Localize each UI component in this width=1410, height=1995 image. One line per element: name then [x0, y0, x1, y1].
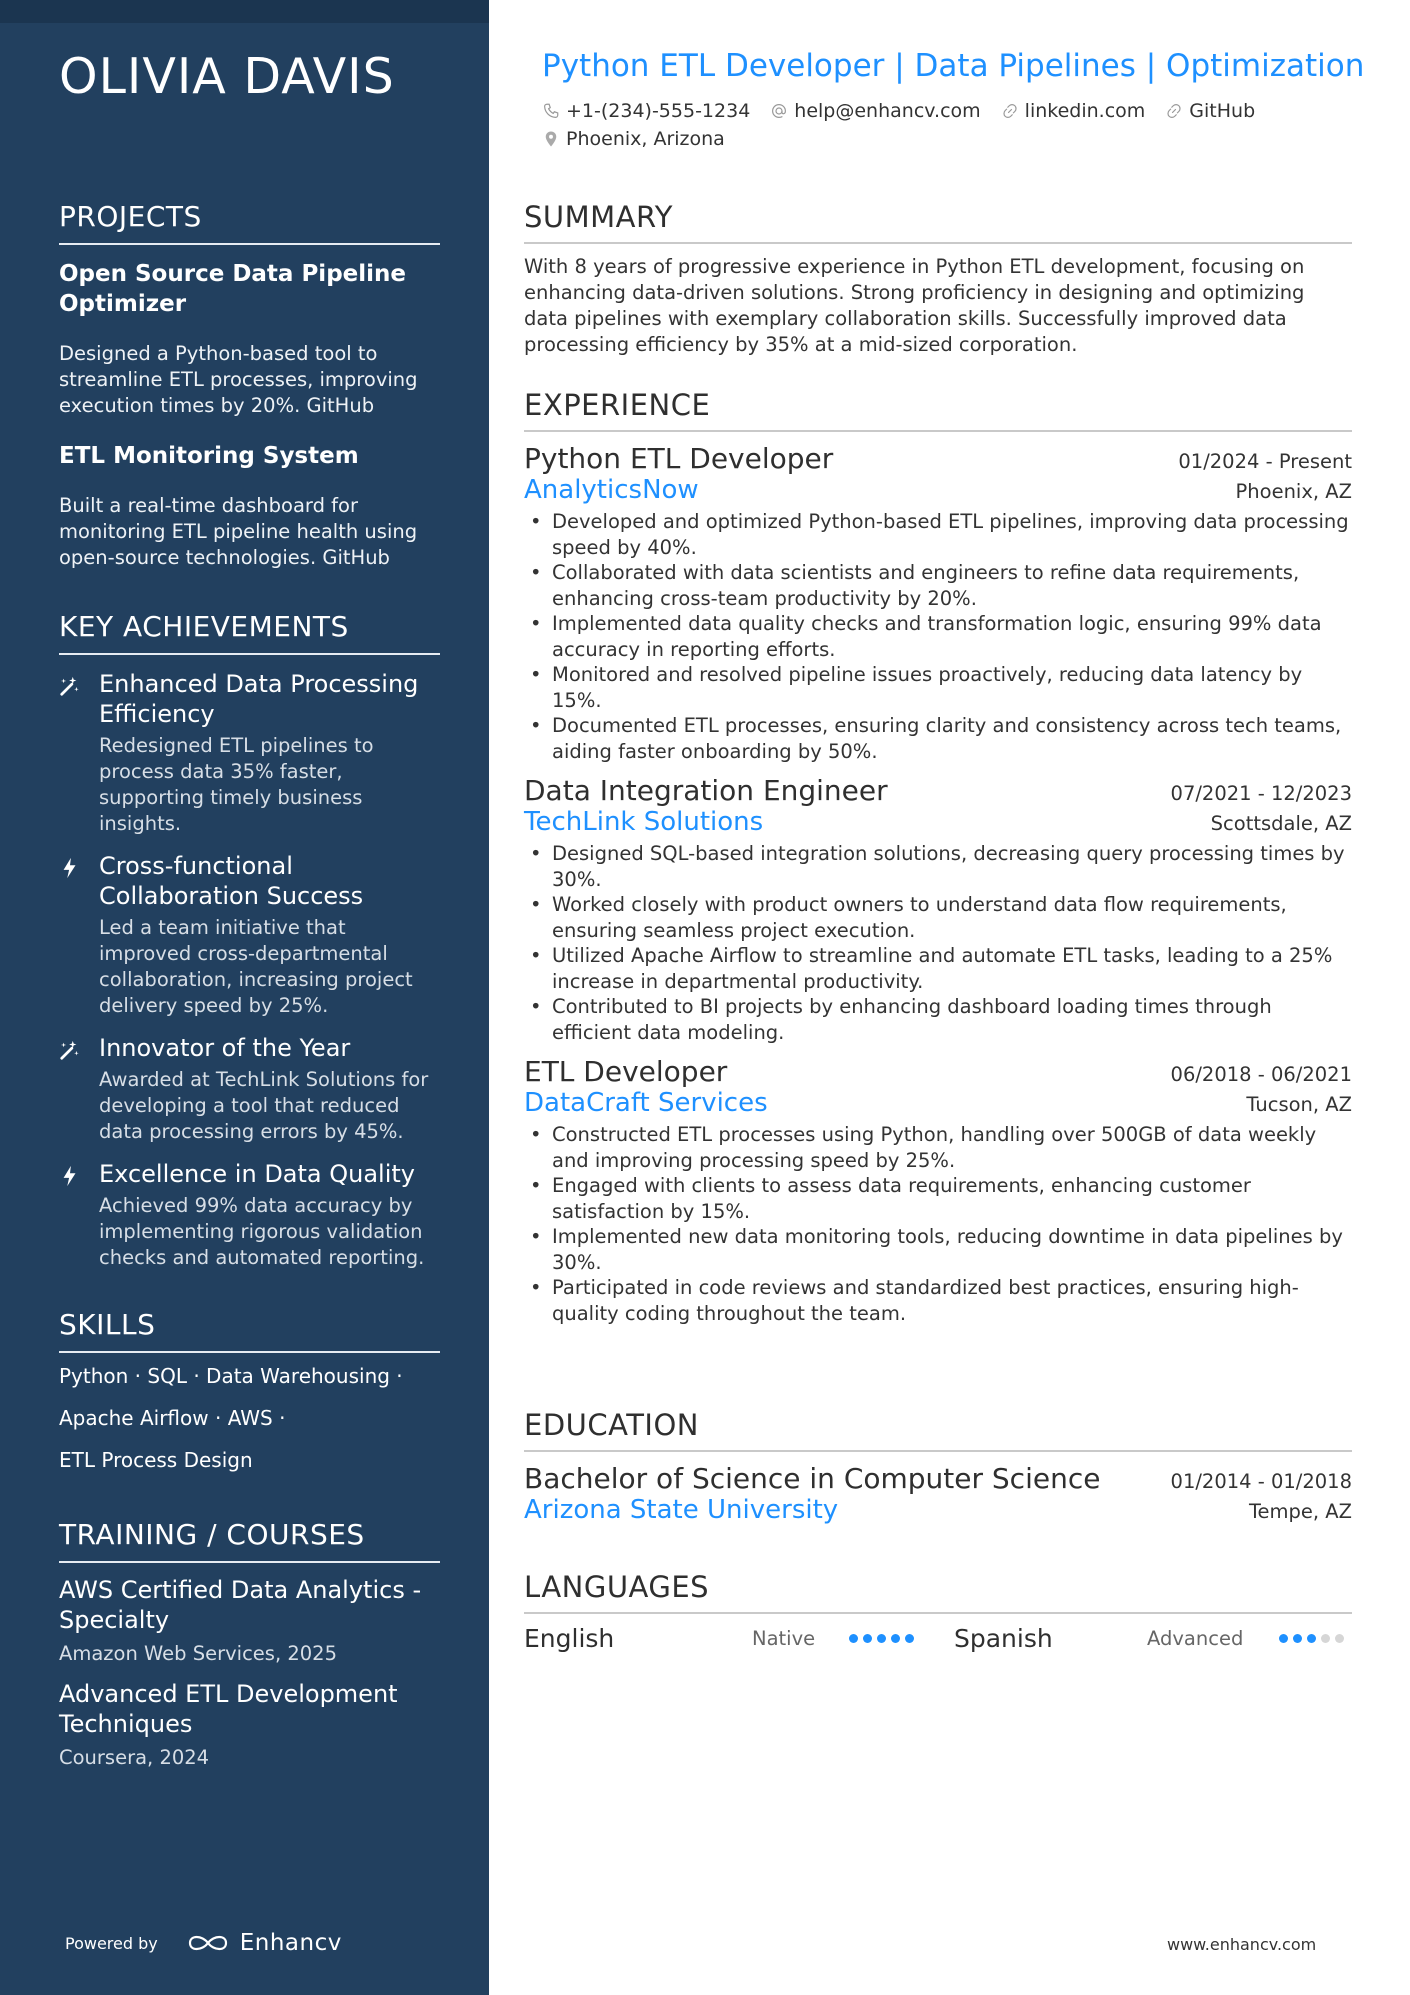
language-rating — [1279, 1634, 1344, 1643]
achievement-description: Led a team initiative that improved cross-departmental collaboration, increasing project delivery speed by 25%. — [99, 916, 413, 1017]
job-bullet: • Utilized Apache Airflow to streamline and automate ETL tasks, leading to a 25% increase in departmental productivity. — [524, 943, 1352, 994]
summary-section — [524, 200, 1352, 358]
lightning-bolt-icon — [59, 851, 99, 1019]
languages-title: LANGUAGES — [524, 1570, 1352, 1614]
link-icon — [1165, 102, 1183, 120]
rating-dot-empty — [1321, 1634, 1330, 1643]
project-item — [59, 441, 440, 571]
education-section — [524, 1408, 1352, 1525]
languages-section — [524, 1570, 1352, 1653]
contact-email[interactable] — [770, 100, 980, 122]
rating-dot-filled — [1293, 1634, 1302, 1643]
language-item — [524, 1624, 954, 1653]
contact-phone[interactable] — [542, 100, 750, 122]
language-item — [954, 1624, 1352, 1653]
magic-wand-icon — [59, 669, 99, 837]
skills-line: Python · SQL · Data Warehousing · — [59, 1364, 403, 1388]
projects-title: PROJECTS — [59, 200, 440, 245]
job-bullets — [524, 841, 1352, 1045]
job-company: TechLink Solutions — [524, 807, 764, 837]
rating-dot-filled — [849, 1634, 858, 1643]
job-title: ETL Developer — [524, 1055, 728, 1088]
powered-by — [65, 1930, 342, 1956]
training-section — [59, 1518, 440, 1771]
achievements-section — [59, 610, 440, 1271]
languages-row — [524, 1624, 1352, 1653]
achievement-description: Achieved 99% data accuracy by implementing rigorous validation checks and automated reporting. — [99, 1194, 425, 1269]
rating-dot-filled — [905, 1634, 914, 1643]
job-bullet: • Implemented data quality checks and transformation logic, ensuring 99% data accuracy in reporting efforts. — [524, 611, 1352, 662]
language-name: English — [524, 1624, 615, 1653]
experience-title: EXPERIENCE — [524, 388, 1352, 432]
skills-line: Apache Airflow · AWS · — [59, 1406, 286, 1430]
achievement-item — [59, 669, 440, 837]
job-entry — [524, 774, 1352, 1045]
education-school: Arizona State University — [524, 1495, 839, 1525]
achievements-title: KEY ACHIEVEMENTS — [59, 610, 440, 655]
achievement-title: Innovator of the Year — [99, 1034, 351, 1062]
sidebar-top-bar — [0, 0, 489, 23]
contact-list — [542, 100, 1342, 150]
rating-dot-filled — [891, 1634, 900, 1643]
job-bullet: • Participated in code reviews and standardized best practices, ensuring high-quality coding throughout the team. — [524, 1275, 1352, 1326]
job-bullet: • Engaged with clients to assess data requirements, enhancing customer satisfaction by 15%. — [524, 1173, 1352, 1224]
job-bullets — [524, 1122, 1352, 1326]
project-description: Built a real-time dashboard for monitoring ETL pipeline health using open-source technologies. GitHub — [59, 494, 418, 569]
project-title: ETL Monitoring System — [59, 443, 359, 469]
job-date: 06/2018 - 06/2021 — [1170, 1063, 1352, 1086]
language-rating — [849, 1634, 914, 1643]
job-bullet: • Constructed ETL processes using Python, handling over 500GB of data weekly and improving processing speed by 25%. — [524, 1122, 1352, 1173]
achievement-description: Awarded at TechLink Solutions for developing a tool that reduced data processing errors by 45%. — [99, 1068, 429, 1143]
achievement-description: Redesigned ETL pipelines to process data 35% faster, supporting timely business insights. — [99, 734, 374, 835]
course-provider: Coursera, 2024 — [59, 1746, 210, 1769]
job-company: AnalyticsNow — [524, 475, 699, 505]
projects-section — [59, 200, 440, 571]
achievement-title: Cross-functional Collaboration Success — [99, 852, 364, 910]
at-icon — [770, 102, 788, 120]
headline: Python ETL Developer | Data Pipelines | Optimization — [542, 48, 1365, 84]
magic-wand-icon — [59, 1033, 99, 1145]
course-item — [59, 1679, 440, 1771]
education-location: Tempe, AZ — [1248, 1500, 1352, 1523]
education-title: EDUCATION — [524, 1408, 1352, 1452]
achievement-item — [59, 1159, 440, 1271]
powered-by-label: Powered by — [65, 1933, 158, 1953]
contact-github-text: GitHub — [1189, 100, 1256, 122]
link-icon — [1001, 102, 1019, 120]
contact-github[interactable] — [1165, 100, 1255, 122]
location-pin-icon — [542, 130, 560, 148]
achievement-item — [59, 1033, 440, 1145]
job-bullet: • Contributed to BI projects by enhancing dashboard loading times through efficient data modeling. — [524, 994, 1352, 1045]
education-entry — [524, 1462, 1352, 1525]
skills-line: ETL Process Design — [59, 1448, 253, 1472]
job-date: 01/2024 - Present — [1178, 450, 1352, 473]
phone-icon — [542, 102, 560, 120]
job-entry — [524, 442, 1352, 764]
job-bullets — [524, 509, 1352, 764]
language-level: Native — [752, 1627, 816, 1650]
contact-location-text: Phoenix, Arizona — [566, 128, 725, 150]
contact-phone-text: +1-(234)-555-1234 — [566, 100, 751, 122]
skills-title: SKILLS — [59, 1308, 440, 1353]
job-date: 07/2021 - 12/2023 — [1170, 782, 1352, 805]
language-level: Advanced — [1147, 1627, 1244, 1650]
job-bullet: • Worked closely with product owners to understand data flow requirements, ensuring seamless project execution. — [524, 892, 1352, 943]
contact-linkedin-text: linkedin.com — [1024, 100, 1146, 122]
language-name: Spanish — [954, 1624, 1053, 1653]
project-item — [59, 259, 440, 419]
rating-dot-empty — [1335, 1634, 1344, 1643]
rating-dot-filled — [863, 1634, 872, 1643]
lightning-bolt-icon — [59, 1159, 99, 1271]
achievement-title: Excellence in Data Quality — [99, 1160, 416, 1188]
experience-section — [524, 388, 1352, 1326]
enhancv-logo-icon — [186, 1931, 230, 1955]
enhancv-brand: Enhancv — [239, 1930, 342, 1956]
job-title: Data Integration Engineer — [524, 774, 888, 807]
job-location: Phoenix, AZ — [1235, 480, 1352, 503]
footer-site-link[interactable]: www.enhancv.com — [1167, 1935, 1317, 1954]
contact-linkedin[interactable] — [1001, 100, 1146, 122]
job-company: DataCraft Services — [524, 1088, 768, 1118]
rating-dot-filled — [1307, 1634, 1316, 1643]
candidate-name: OLIVIA DAVIS — [59, 48, 395, 105]
contact-email-text: help@enhancv.com — [794, 100, 981, 122]
rating-dot-filled — [1279, 1634, 1288, 1643]
job-bullet: • Documented ETL processes, ensuring clarity and consistency across tech teams, aiding faster onboarding by 50%. — [524, 713, 1352, 764]
summary-text: With 8 years of progressive experience in Python ETL development, focusing on enhancing data-driven solutions. Strong proficiency in designing and optimizing data pipelines with exemplary collaboration skills. Successfully improved data processing efficiency by 35% at a mid-sized corporation. — [524, 255, 1305, 356]
course-provider: Amazon Web Services, 2025 — [59, 1642, 337, 1665]
achievement-item — [59, 851, 440, 1019]
contact-location — [542, 128, 1342, 150]
rating-dot-filled — [877, 1634, 886, 1643]
summary-title: SUMMARY — [524, 200, 1352, 244]
enhancv-logo[interactable] — [186, 1930, 342, 1956]
education-date: 01/2014 - 01/2018 — [1170, 1470, 1352, 1493]
training-title: TRAINING / COURSES — [59, 1518, 440, 1563]
course-title: AWS Certified Data Analytics - Specialty — [59, 1576, 422, 1634]
project-title: Open Source Data Pipeline Optimizer — [59, 261, 406, 317]
job-location: Scottsdale, AZ — [1210, 812, 1352, 835]
achievement-title: Enhanced Data Processing Efficiency — [99, 670, 419, 728]
job-bullet: • Monitored and resolved pipeline issues proactively, reducing data latency by 15%. — [524, 662, 1352, 713]
education-degree: Bachelor of Science in Computer Science — [524, 1462, 1101, 1495]
job-bullet: • Implemented new data monitoring tools, reducing downtime in data pipelines by 30%. — [524, 1224, 1352, 1275]
job-bullet: • Designed SQL-based integration solutions, decreasing query processing times by 30%. — [524, 841, 1352, 892]
skills-section — [59, 1308, 440, 1473]
course-item — [59, 1575, 440, 1667]
job-title: Python ETL Developer — [524, 442, 834, 475]
job-bullet: • Developed and optimized Python-based ETL pipelines, improving data processing speed by 40%. — [524, 509, 1352, 560]
project-description: Designed a Python-based tool to streamline ETL processes, improving execution times by 20%. GitHub — [59, 342, 418, 417]
job-entry — [524, 1055, 1352, 1326]
course-title: Advanced ETL Development Techniques — [59, 1680, 398, 1738]
job-bullet: • Collaborated with data scientists and engineers to refine data requirements, enhancing cross-team productivity by 20%. — [524, 560, 1352, 611]
job-location: Tucson, AZ — [1246, 1093, 1352, 1116]
